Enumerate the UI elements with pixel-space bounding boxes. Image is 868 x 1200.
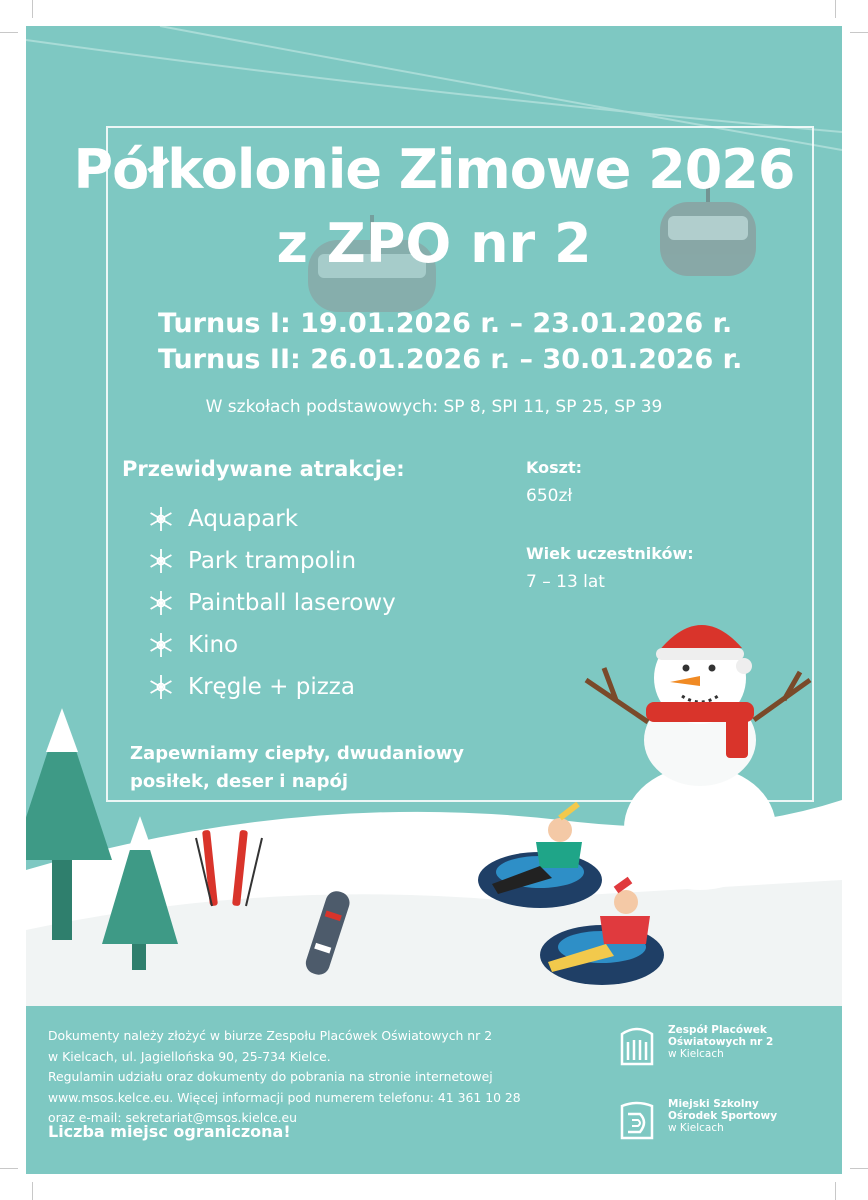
meal-line: posiłek, deser i napój <box>130 771 349 792</box>
msos-logo-icon <box>618 1098 656 1142</box>
zpo-logo-icon <box>618 1024 656 1068</box>
attraction-label: Aquapark <box>188 506 299 532</box>
footer-info <box>48 1026 588 1129</box>
attractions-list <box>148 498 396 708</box>
list-item <box>148 624 396 666</box>
crop-mark <box>835 1182 836 1200</box>
snowflake-icon <box>148 674 174 700</box>
footer-line: w Kielcach, ul. Jagiellońska 90, 25-734 Kielce. <box>48 1048 331 1064</box>
logo-line: w Kielcach <box>668 1122 724 1134</box>
limited-places-notice: Liczba miejsc ograniczona! <box>48 1122 291 1141</box>
list-item <box>148 666 396 708</box>
crop-mark <box>32 1182 33 1200</box>
msos-logo <box>618 1098 777 1142</box>
schools-info: W szkołach podstawowych: SP 8, SPI 11, SP 25, SP 39 <box>205 397 663 417</box>
age-label: Wiek uczestników: <box>526 544 694 563</box>
attraction-label: Kręgle + pizza <box>188 674 355 700</box>
age-value: 7 – 13 lat <box>526 572 605 592</box>
cost-label: Koszt: <box>526 458 582 477</box>
page-title: Półkolonie Zimowe 2026 <box>73 138 795 201</box>
snowflake-icon <box>148 506 174 532</box>
crop-mark <box>850 1168 868 1169</box>
list-item <box>148 582 396 624</box>
attraction-label: Park trampolin <box>188 548 357 574</box>
footer <box>26 1006 842 1174</box>
crop-mark <box>32 0 33 18</box>
footer-line: www.msos.kelce.eu. Więcej informacji pod numerem telefonu: 41 361 10 28 <box>48 1089 521 1105</box>
zpo-logo <box>618 1024 773 1068</box>
snowflake-icon <box>148 632 174 658</box>
page-subtitle: z ZPO nr 2 <box>276 212 592 275</box>
footer-line: oraz e-mail: sekretariat@msos.kielce.eu <box>48 1110 298 1125</box>
footer-line: Dokumenty należy złożyć w biurze Zespołu Placówek Oświatowych nr 2 <box>48 1028 493 1043</box>
logo-line: Ośrodek Sportowy <box>668 1110 778 1122</box>
attractions-heading: Przewidywane atrakcje: <box>122 457 405 481</box>
logo-line: w Kielcach <box>668 1048 724 1060</box>
footer-line: Regulamin udziału oraz dokumenty do pobrania na stronie internetowej <box>48 1069 493 1084</box>
list-item <box>148 498 396 540</box>
snowflake-icon <box>148 548 174 574</box>
crop-mark <box>850 32 868 33</box>
crop-mark <box>0 1168 18 1169</box>
meal-line: Zapewniamy ciepły, dwudaniowy <box>130 743 464 764</box>
snowflake-icon <box>148 590 174 616</box>
meal-info <box>130 740 510 796</box>
attraction-label: Kino <box>188 632 239 658</box>
turnus-2: Turnus II: 26.01.2026 r. – 30.01.2026 r. <box>158 344 743 375</box>
crop-mark <box>835 0 836 18</box>
turnus-1: Turnus I: 19.01.2026 r. – 23.01.2026 r. <box>158 308 733 339</box>
crop-mark <box>0 32 18 33</box>
cost-value: 650zł <box>526 486 573 506</box>
logo-line: Oświatowych nr 2 <box>668 1036 774 1048</box>
attraction-label: Paintball laserowy <box>188 590 396 616</box>
logo-line: Zespół Placówek <box>668 1024 767 1036</box>
list-item <box>148 540 396 582</box>
logo-line: Miejski Szkolny <box>668 1098 759 1110</box>
